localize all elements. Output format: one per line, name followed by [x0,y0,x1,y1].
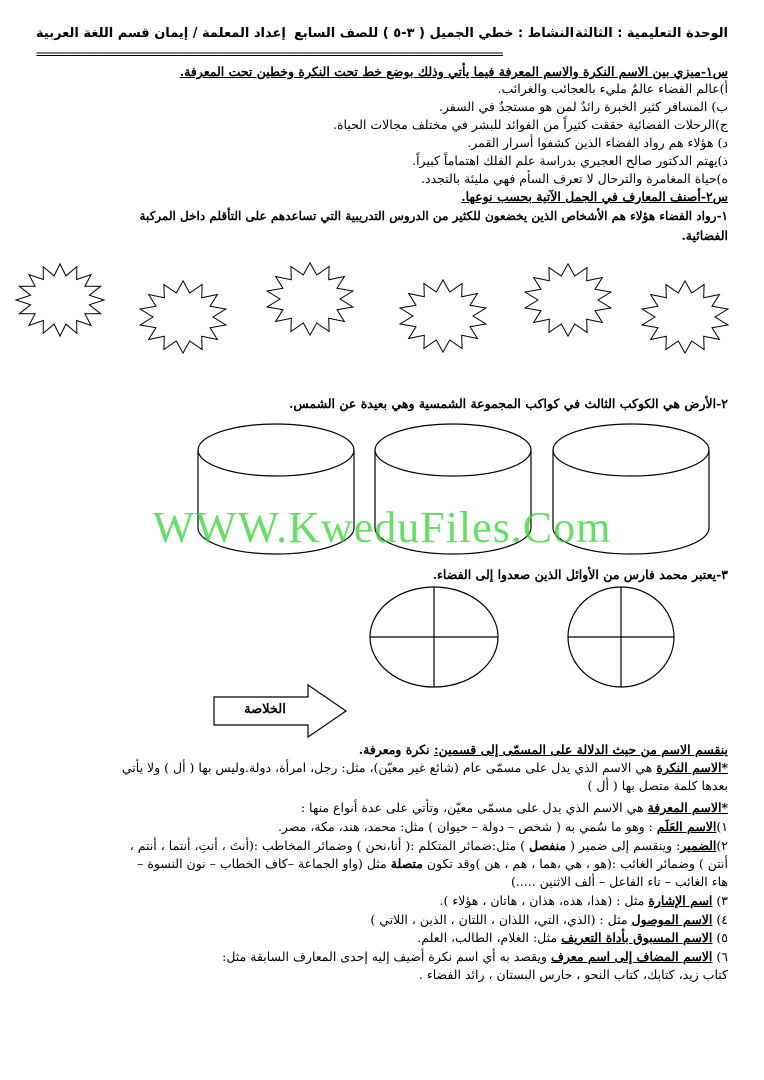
watermark: WWW.KweduFiles.Com [152,503,612,552]
q1-item-a: أ)عالم الفضاء عالمٌ مليء بالعجائب والغرائب. [497,81,728,96]
circle-answer-shapes [0,582,764,692]
header-activity: النشاط : خطي الجميل ( ٣-٥ ) للصف السابع [294,26,575,41]
header-unit: الوحدة التعليمية : الثالثة [575,26,728,41]
q2-sentence-1-line-2: الفضائية. [681,228,728,243]
q1-title: س١-ميزي بين الاسم النكرة والاسم المعرفة فيما يأتي وذلك بوضع خط تحت النكرة وخطين تحت المعرفة. [179,64,728,79]
marifa-line-1: *الاسم المعرفة هي الاسم الذي يدل على مسمّى معيّن، وتأتي على عدة أنواع منها : [300,800,728,815]
q2-title: س٢-أصنف المعارف في الجمل الآتية بحسب نوعها. [461,189,728,204]
masbuq-line: ٥) الاسم المسبوق بأداة التعريف مثل: الغلام، الطالب، العلم. [417,930,728,945]
separator-rule: ================================================================================ [36,48,502,61]
nakira-line-2: بعدها كلمة متصل بها ( أل ) [587,778,728,793]
q1-item-c: ج)الرحلات الفضائية حققت كثيراً من الفوائد للبشر في مختلف مجالات الحياة. [332,117,728,132]
starburst-shape [267,263,353,335]
header-prepared: إعداد المعلمة / إيمان قسم اللغة العربية [36,26,286,41]
starburst-shape [642,281,728,353]
q2-sentence-1-line-1: ١-رواد الفضاء هؤلاء هم الأشخاص الذين يخضعون للكثير من الدروس التدريبية التي تساعدهم على التأقلم داخل المركبة [139,209,728,223]
starburst-shape [525,264,611,336]
q2-sentence-2: ٢-الأرض هي الكوكب الثالث في كواكب المجموعة الشمسية وهي بعيدة عن الشمس. [289,396,728,411]
q1-item-f: ه)حياة المغامرة والترحال لا تعرف السأم فهي مليئة بالتجدد. [421,171,728,186]
mawsul-line: ٤) الاسم الموصول مثل : (الذي، التي، اللذان ، اللتان ، الذين ، اللاتي ) [370,912,728,927]
summary-intro: ينقسم الاسم من حيث الدلالة على المسمّى إلى قسمين: نكرة ومعرفة. [358,742,728,757]
damir-line-2: أنتن ) وضمائر الغائب :(هو ، هي ،هما ، هم ، هن )وقد تكون متصلة مثل (واو الجماعة –كاف الخطاب – نون النسوة – [137,856,728,871]
mudaf-line: ٦) الاسم المضاف إلى اسم معرف ويقصد به أي اسم نكرة أضيف إليه إحدى المعارف السابقة مثل: [222,949,728,964]
ishara-line: ٣) اسم الإشارة مثل : (هذا، هذه، هذان ، هاتان ، هؤلاء ). [439,893,728,908]
divided-circle-shape [568,587,674,687]
damir-line-1: ٢)الضمير: وينقسم إلى ضمير ( منفصل ) مثل:ضمائر المتكلم :( أنا،نحن ) وضمائر المخاطب :(أنتَ ، أنتِ، أنتما ، أنتم ، [129,838,728,853]
worksheet-header [36,26,728,44]
q1-item-b: ب) المسافر كثير الخبرة رائدٌ لمن هو مستجدٌ في السفر. [438,99,728,114]
q2-sentence-3: ٣-يعتبر محمد فارس من الأوائل الذين صعدوا إلى الفضاء. [432,567,728,582]
q1-item-e: ذ)يهتم الدكتور صالح العجيري بدراسة علم الفلك اهتماماً كبيراً. [412,153,728,168]
nakira-line-1: *الاسم النكرة هي الاسم الذي يدل على مسمّى عام (شائع غير معيّن)، مثل: رجل، امرأة، دولة.وليس بها ( أل ) ولا يأتي [121,760,728,775]
starburst-shape [16,264,104,336]
alam-line: ١)الاسم العَلَم : وهو ما سُمي به ( شخص – دولة – حيوان ) مثل: محمد، هند، مكة، مصر. [277,819,728,834]
starburst-shape [400,280,486,352]
starburst-shape [140,281,226,353]
summary-arrow-label: الخلاصة [244,702,286,717]
star-answer-shapes [0,250,764,390]
damir-line-3: هاء الغائب – تاء الفاعل – ألف الاثنين .....) [510,874,728,889]
q1-item-d: د) هؤلاء هم رواد الفضاء الذين كشفوا أسرار القمر. [467,135,728,150]
mudaf-examples: كتاب زيد، كتابك، كتاب النحو ، حارس البستان ، رائد الفضاء . [418,967,728,982]
divided-circle-shape [370,587,498,687]
